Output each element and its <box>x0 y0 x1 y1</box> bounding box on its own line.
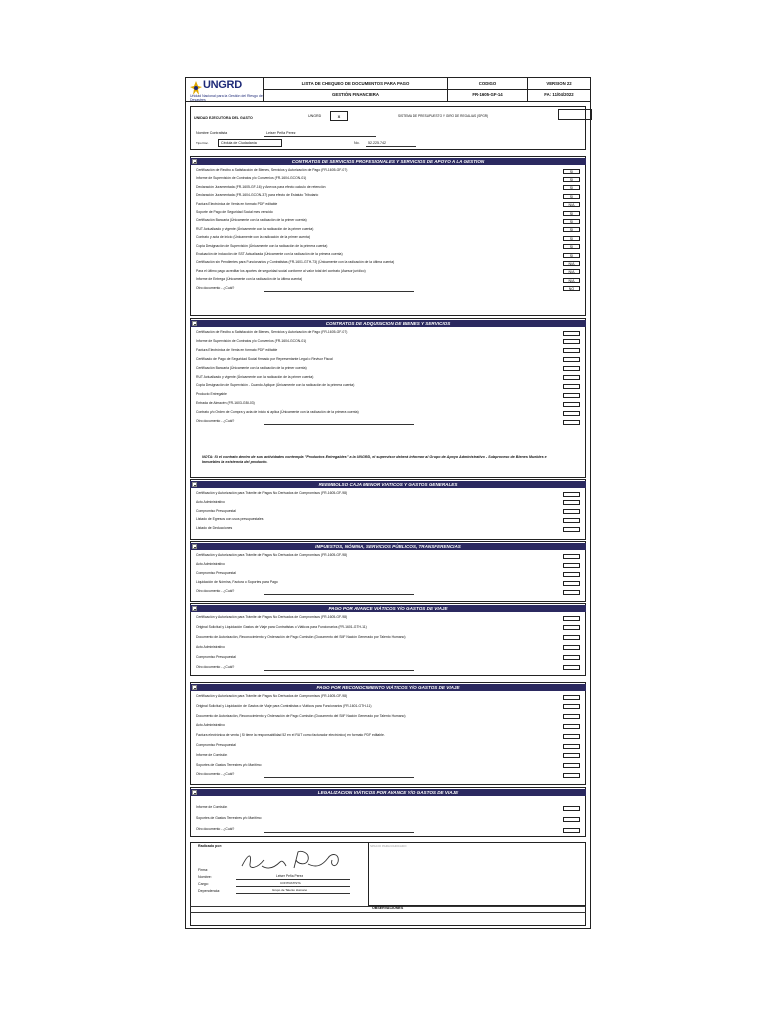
checklist-item: Acto Administrativo <box>196 499 225 504</box>
checklist-item: Certificación y Autorización para Trámite de Pagos No Derivados de Compromisos (FR-1605-GF-98) <box>196 491 348 495</box>
answer-cell[interactable]: SI <box>563 236 580 241</box>
brand-name: UNGRD <box>203 79 242 91</box>
document-page <box>185 77 591 929</box>
checklist-item: Compromiso Presupuestal <box>196 743 236 747</box>
radicado-label: Radicado por: <box>198 844 223 848</box>
section-collapse-icon[interactable] <box>192 685 197 690</box>
answer-cell[interactable] <box>563 635 580 640</box>
answer-cell[interactable] <box>563 817 580 822</box>
checklist-item: Certificado de Pago de Seguridad Social firmado por Representante Legal o Revisor Fiscal <box>196 356 333 361</box>
checklist-item: Informe de Supervisión de Contratos y/o Convenios (FR-1604-GCON-01) <box>196 176 307 181</box>
answer-cell[interactable] <box>563 402 580 407</box>
ungrd-checkbox[interactable]: X <box>330 111 348 121</box>
checklist-item: Compromiso Presupuestal <box>196 571 236 575</box>
obs-label: OBSERVACIONES <box>372 906 404 910</box>
section-collapse-icon[interactable] <box>192 159 197 164</box>
checklist-item: Compromiso Presupuestal <box>196 508 236 513</box>
section-collapse-icon[interactable] <box>192 321 197 326</box>
brand-tagline: Unidad Nacional para la Gestión del Riesgo de Desastres <box>190 94 263 102</box>
answer-cell[interactable] <box>563 828 580 833</box>
answer-cell[interactable] <box>563 348 580 353</box>
answer-cell[interactable] <box>563 806 580 811</box>
checklist-item: Otro documento - ¿Cuál? <box>196 285 235 290</box>
checklist-item: Soportes de Gastos Terrestres y/o Marítimo <box>196 762 262 767</box>
sgr-label: SISTEMA DE PRESUPUESTO Y GIRO DE REGALIAS (SPGR) <box>398 114 489 118</box>
checklist-item: Soportes de Gastos Terrestres y/o Marítimo <box>196 816 262 820</box>
answer-cell[interactable]: SI <box>563 177 580 182</box>
section-header <box>190 481 586 488</box>
answer-cell[interactable] <box>563 616 580 621</box>
checklist-item: Informe de Comisión <box>196 752 228 757</box>
section-header <box>190 158 586 165</box>
section-frame <box>190 541 586 602</box>
checklist-item: Evaluación de inducción de SST Actualizada (Únicamente con la radicación de la primera cuenta) <box>196 252 343 256</box>
cargo-underline <box>236 886 350 887</box>
checklist-item: Factura Electrónica de Venta en formato PDF editable <box>196 201 278 206</box>
checklist-item: Otro documento - ¿Cuál? <box>196 772 235 777</box>
other-doc-underline <box>264 424 414 425</box>
checklist-item: Certificación Bancaria (Únicamente con la radicación de la primer cuenta) <box>196 365 307 370</box>
answer-cell[interactable] <box>563 695 580 700</box>
answer-cell[interactable]: SI <box>563 253 580 258</box>
checklist-item: RUT Actualizado y vigente (Únicamente con la radicación de la primer cuenta) <box>196 374 314 379</box>
doc-type-label: Tipo Doc. <box>196 141 209 145</box>
answer-cell[interactable] <box>563 572 580 577</box>
checklist-item: Documento de Autorización, Reconocimiento y Ordenación de Pago Comisión (Documento del SIIF Nación Generado por Talento Humano) <box>196 634 406 639</box>
checklist-item: Contrato y acta de inicio (Únicamente con la radicación de la primer cuenta) <box>196 235 311 240</box>
stamp-label: SPACIO PARA RADICADO <box>370 844 407 848</box>
checklist-item: Acto Administrativo <box>196 562 225 566</box>
other-doc-underline <box>264 670 414 671</box>
checklist-item: Compromiso Presupuestal <box>196 654 236 659</box>
checklist-item: Otro documento - ¿Cuál? <box>196 827 235 831</box>
section-title: LEGALIZACION VIÁTICOS POR AVANCE Y/O GASTOS DE VIAJE <box>317 790 459 795</box>
checklist-item: Certificación y Autorización para Trámite de Pagos No Derivados de Compromisos (FR-1605-GF-98) <box>196 553 348 557</box>
section-collapse-icon[interactable] <box>192 790 197 795</box>
unit-label: UNIDAD EJECUTORA DEL GASTO <box>194 116 253 120</box>
section-header <box>190 684 586 691</box>
answer-cell[interactable] <box>563 375 580 380</box>
answer-cell[interactable] <box>563 500 580 505</box>
ungrd-label: UNGRD <box>308 114 322 118</box>
answer-cell[interactable] <box>563 704 580 709</box>
code-value: FR-1605-GF-14 <box>448 89 528 101</box>
contractor-underline <box>264 136 376 137</box>
answer-cell[interactable]: N/A <box>563 269 580 274</box>
answer-cell[interactable] <box>563 645 580 650</box>
sgr-checkbox[interactable] <box>558 109 592 120</box>
answer-cell[interactable] <box>563 518 580 523</box>
checklist-item: Otro documento - ¿Cuál? <box>196 419 235 423</box>
checklist-item: Entrada de Almacén (FR-1603-GBI-03) <box>196 401 255 406</box>
section-title: IMPUESTOS, NÓMINA, SERVICIOS PÚBLICOS, TRANSFERENCIAS <box>315 544 461 549</box>
checklist-item: Contrato y/o Orden de Compra y acta de inicio si aplica (Únicamente con la radicación de la primera cuenta) <box>196 410 359 415</box>
answer-cell[interactable]: N/A <box>563 261 580 266</box>
answer-cell[interactable] <box>563 527 580 532</box>
other-doc-underline <box>264 777 414 778</box>
answer-cell[interactable] <box>563 665 580 670</box>
section-header <box>190 320 586 327</box>
checklist-item: Certificación Bancaria (Únicamente con la radicación de la primer cuenta) <box>196 218 307 223</box>
checklist-item: Certificación sin Pendientes para Funcionarios y Contratistas (FR-1601-GTH-73) (Únicamente con la radicación de la última cuenta) <box>196 260 395 265</box>
answer-cell[interactable] <box>563 366 580 371</box>
obs-line <box>190 912 586 913</box>
doc-title: LISTA DE CHEQUEO DE DOCUMENTOS PARA PAGO <box>264 78 448 89</box>
stamp-area <box>368 842 586 906</box>
checklist-item: Listado de Egresos con usos presupuestales <box>196 517 264 522</box>
answer-cell[interactable]: NO <box>563 286 580 291</box>
section-collapse-icon[interactable] <box>192 606 197 611</box>
answer-cell[interactable] <box>563 492 580 497</box>
checklist-item: Factura Electrónica de Venta en formato PDF editable <box>196 347 278 352</box>
answer-cell[interactable] <box>563 590 580 595</box>
answer-cell[interactable] <box>563 714 580 719</box>
other-doc-underline <box>264 832 414 833</box>
checklist-item: Certificación de Recibo a Satisfacción de Bienes, Servicios y Autorización de Pago (FR-1605-GF-07) <box>196 330 348 334</box>
checklist-item: Producto Entregable <box>196 392 227 397</box>
no-underline <box>366 146 416 147</box>
checklist-item: Copia Designación de Supervisión (Únicamente con la radicación de la primera cuenta) <box>196 243 328 248</box>
answer-cell[interactable]: SI <box>563 219 580 224</box>
answer-cell[interactable]: SI <box>563 194 580 199</box>
code-label: CODIGO <box>448 78 528 89</box>
answer-cell[interactable]: SI <box>563 211 580 216</box>
checklist-item: Factura electrónica de venta ( Si tiene la responsabilidad 52 en el RUT como facturador electrónico) en formato PDF editable. <box>196 733 385 738</box>
answer-cell[interactable] <box>563 581 580 586</box>
answer-cell[interactable] <box>563 753 580 758</box>
checklist-item: Declaración Juramentada (FR-1604-GCON-37) para efecto de Estatuto Tributario <box>196 193 319 198</box>
nombre-label: Nombre: <box>198 875 212 879</box>
section-collapse-icon[interactable] <box>192 544 197 549</box>
checklist-item: Informe de Comisión <box>196 805 228 809</box>
answer-cell[interactable] <box>563 655 580 660</box>
version-date: FA: 11/04/2022 <box>544 92 574 97</box>
checklist-item: Original Solicitud y Liquidación Gastos de Viaje para Contratistas o Viáticos para Funcionarios (FR-1601-GTH-11) <box>196 624 367 629</box>
section-frame <box>190 479 586 540</box>
section-title: CONTRATOS DE SERVICIOS PROFESIONALES Y SERVICIOS DE APOYO A LA GESTION <box>291 159 485 164</box>
checklist-item: Otro documento - ¿Cuál? <box>196 664 235 669</box>
answer-cell[interactable] <box>563 744 580 749</box>
answer-cell[interactable] <box>563 411 580 416</box>
answer-cell[interactable] <box>563 393 580 398</box>
no-label: No. <box>354 141 360 145</box>
cargo-value: CONTRATISTA <box>280 881 301 885</box>
answer-cell[interactable]: SI <box>563 169 580 174</box>
section-header <box>190 543 586 550</box>
dep-underline <box>236 893 350 894</box>
checklist-item: Acto Administrativo <box>196 723 225 728</box>
dep-value: Grupo de Talento Humano <box>272 888 308 892</box>
answer-cell[interactable]: N/A <box>563 278 580 283</box>
answer-cell[interactable] <box>563 339 580 344</box>
answer-cell[interactable] <box>563 509 580 514</box>
answer-cell[interactable] <box>563 724 580 729</box>
area: GESTIÓN FINANCIERA <box>264 89 448 101</box>
doc-type-select[interactable]: Cédula de Ciudadanía <box>218 139 282 147</box>
document-header <box>186 78 590 102</box>
section-title: REEMBOLSO CAJA MENOR VIATICOS Y GASTOS GENERALES <box>318 482 458 487</box>
other-doc-underline <box>264 594 414 595</box>
section-title: PAGO POR RECONOCIMIENTO VIÁTICOS Y/O GASTOS DE VIAJE <box>316 685 460 690</box>
section-header <box>190 789 586 796</box>
answer-cell[interactable] <box>563 420 580 425</box>
answer-cell[interactable] <box>563 384 580 389</box>
nombre-value: Leiser Peña Perez <box>276 874 304 878</box>
other-doc-underline <box>264 291 414 292</box>
checklist-item: Declaración Juramentada (FR-1605-GF-16) y Anexos para efecto calculo de retención <box>196 184 326 189</box>
section-collapse-icon[interactable] <box>192 482 197 487</box>
checklist-item: Certificación y Autorización para Trámite de Pagos No Derivados de Compromisos (FR-1605-GF-98) <box>196 694 348 698</box>
cargo-label: Cargo: <box>198 882 209 886</box>
no-value[interactable]: 52.225.742 <box>368 141 386 145</box>
answer-cell[interactable] <box>563 773 580 778</box>
nombre-underline <box>236 879 350 880</box>
checklist-item: Soporte de Pago de Seguridad Social mes vencido <box>196 210 273 214</box>
answer-cell[interactable] <box>563 625 580 630</box>
answer-cell[interactable]: SI <box>563 244 580 249</box>
checklist-item: Para el último pago acreditar los aportes de seguridad social conforme al valor total del contrato (Asesor jurídico) <box>196 268 366 273</box>
dep-label: Dependencia: <box>198 889 221 893</box>
section-note: NOTA: Si el contrato dentro de sus actividades contempla "Productos Entregables" a la UNGRD, el supervisor deberá informar al Grupo de Apoyo Administrativo - Subproceso de Bienes Muebles e Inmuebles la existencia del producto. <box>202 455 547 464</box>
checklist-item: Certificación y Autorización para Trámite de Pagos No Derivados de Compromisos (FR-1605-GF-98) <box>196 615 348 619</box>
answer-cell[interactable] <box>563 554 580 559</box>
checklist-item: Documento de Autorización, Reconocimiento y Ordenación de Pago Comisión (Documento del SIIF Nación Generado por Talento Humano) <box>196 713 406 718</box>
answer-cell[interactable]: SI <box>563 227 580 232</box>
answer-cell[interactable]: SI <box>563 185 580 190</box>
answer-cell[interactable] <box>563 563 580 568</box>
checklist-item: RUT Actualizado y vigente (Únicamente con la radicación de la primer cuenta) <box>196 226 314 231</box>
checklist-item: Liquidación de Nómina, Factura o Soportes para Pago <box>196 580 278 584</box>
answer-cell[interactable] <box>563 357 580 362</box>
checklist-item: Listado de Deducciones <box>196 526 233 531</box>
contractor-value[interactable]: Leiser Peña Perez <box>266 131 296 135</box>
answer-cell[interactable] <box>563 734 580 739</box>
ungrd-logo <box>186 78 264 101</box>
contractor-label: Nombre Contratista <box>196 131 228 135</box>
checklist-item: Certificación de Recibo a Satisfacción de Bienes, Servicios y Autorización de Pago (FR-1605-GF-07) <box>196 168 348 172</box>
checklist-item: Otro documento - ¿Cuál? <box>196 589 235 593</box>
checklist-item: Copia Designación de Supervisión - Cuando Aplique (Únicamente con la radicación de la primera cuenta) <box>196 383 355 388</box>
checklist-item: Informe de Supervisión de Contratos y/o Convenios (FR-1604-GCON-01) <box>196 338 307 343</box>
answer-cell[interactable] <box>563 331 580 336</box>
checklist-item: Informe de Entrega (Únicamente con la radicación de la última cuenta) <box>196 277 303 282</box>
section-title: PAGO POR AVANCE VIÁTICOS Y/O GASTOS DE VIAJE <box>328 606 448 611</box>
checklist-item: Original Solicitud y Liquidación de Gastos de Viaje para Contratistas o Viáticos para Funcionarios (FR-1601-GTH-11) <box>196 703 372 708</box>
section-header <box>190 605 586 612</box>
emblem-icon <box>190 81 202 95</box>
answer-cell[interactable] <box>563 763 580 768</box>
checklist-item: Acto Administrativo <box>196 644 225 649</box>
version: VERSION 22 <box>546 81 572 86</box>
section-title: CONTRATOS DE ADQUISICION DE BIENES Y SERVICIOS <box>325 321 451 326</box>
firma-label: Firma: <box>198 868 209 872</box>
signature-image <box>238 848 348 874</box>
answer-cell[interactable]: N/A <box>563 202 580 207</box>
